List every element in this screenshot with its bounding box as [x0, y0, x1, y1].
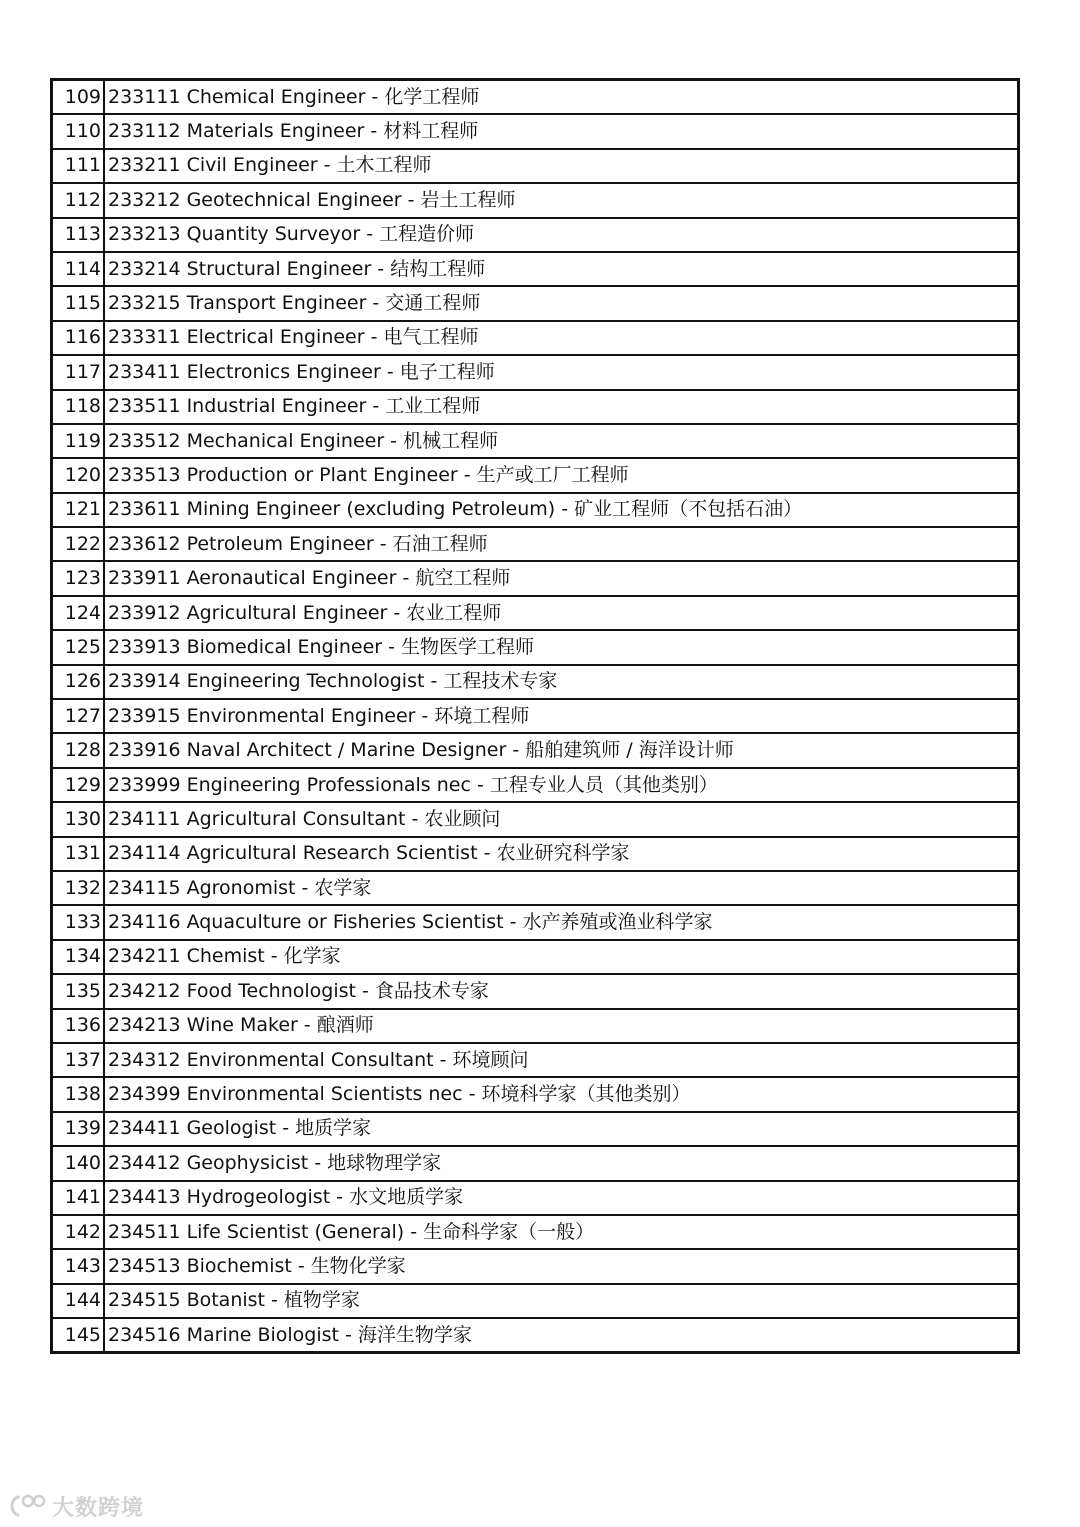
table-row: [52, 218, 1019, 252]
occupation-description: 233611 Mining Engineer (excluding Petroleum) - 矿业工程师（不包括石油）: [104, 493, 1019, 527]
table-row: [52, 1284, 1019, 1318]
row-number: 109: [52, 80, 105, 115]
occupation-description: 233214 Structural Engineer - 结构工程师: [104, 252, 1019, 286]
table-row: [52, 905, 1019, 939]
row-number: 136: [52, 1009, 105, 1043]
row-number: 137: [52, 1043, 105, 1077]
row-number: 121: [52, 493, 105, 527]
table-row: [52, 458, 1019, 492]
occupation-description: 234516 Marine Biologist - 海洋生物学家: [104, 1318, 1019, 1353]
table-row: [52, 527, 1019, 561]
occupation-description: 234211 Chemist - 化学家: [104, 940, 1019, 974]
occupation-description: 233912 Agricultural Engineer - 农业工程师: [104, 596, 1019, 630]
table-row: [52, 1249, 1019, 1283]
row-number: 127: [52, 699, 105, 733]
table-row: [52, 424, 1019, 458]
occupation-description: 234114 Agricultural Research Scientist - 农业研究科学家: [104, 837, 1019, 871]
table-row: [52, 768, 1019, 802]
table-row: [52, 114, 1019, 148]
occupation-table: [50, 78, 1020, 1354]
row-number: 122: [52, 527, 105, 561]
table-row: [52, 561, 1019, 595]
occupation-description: 233213 Quantity Surveyor - 工程造价师: [104, 218, 1019, 252]
row-number: 145: [52, 1318, 105, 1353]
table-row: [52, 1215, 1019, 1249]
occupation-description: 233512 Mechanical Engineer - 机械工程师: [104, 424, 1019, 458]
row-number: 132: [52, 871, 105, 905]
table-row: [52, 149, 1019, 183]
table-row: [52, 1009, 1019, 1043]
table-row: [52, 355, 1019, 389]
row-number: 135: [52, 974, 105, 1008]
row-number: 115: [52, 286, 105, 320]
table-row: [52, 665, 1019, 699]
row-number: 124: [52, 596, 105, 630]
table-row: [52, 733, 1019, 767]
occupation-description: 233511 Industrial Engineer - 工业工程师: [104, 390, 1019, 424]
table-row: [52, 1077, 1019, 1111]
row-number: 134: [52, 940, 105, 974]
occupation-description: 233916 Naval Architect / Marine Designer - 船舶建筑师 / 海洋设计师: [104, 733, 1019, 767]
row-number: 144: [52, 1284, 105, 1318]
table-row: [52, 252, 1019, 286]
row-number: 119: [52, 424, 105, 458]
row-number: 114: [52, 252, 105, 286]
row-number: 117: [52, 355, 105, 389]
occupation-description: 234412 Geophysicist - 地球物理学家: [104, 1146, 1019, 1180]
row-number: 111: [52, 149, 105, 183]
logo-icon: [8, 1491, 48, 1521]
table-row: [52, 80, 1019, 115]
table-row: [52, 321, 1019, 355]
table-row: [52, 390, 1019, 424]
row-number: 130: [52, 802, 105, 836]
row-number: 133: [52, 905, 105, 939]
occupation-description: 234115 Agronomist - 农学家: [104, 871, 1019, 905]
table-row: [52, 1043, 1019, 1077]
occupation-description: 234212 Food Technologist - 食品技术专家: [104, 974, 1019, 1008]
row-number: 116: [52, 321, 105, 355]
occupation-description: 234411 Geologist - 地质学家: [104, 1112, 1019, 1146]
table-row: [52, 802, 1019, 836]
row-number: 140: [52, 1146, 105, 1180]
row-number: 113: [52, 218, 105, 252]
occupation-description: 234413 Hydrogeologist - 水文地质学家: [104, 1181, 1019, 1215]
row-number: 131: [52, 837, 105, 871]
row-number: 120: [52, 458, 105, 492]
occupation-description: 234513 Biochemist - 生物化学家: [104, 1249, 1019, 1283]
row-number: 129: [52, 768, 105, 802]
occupation-description: 234213 Wine Maker - 酿酒师: [104, 1009, 1019, 1043]
occupation-description: 233914 Engineering Technologist - 工程技术专家: [104, 665, 1019, 699]
table-row: [52, 630, 1019, 664]
occupation-description: 233111 Chemical Engineer - 化学工程师: [104, 80, 1019, 115]
row-number: 118: [52, 390, 105, 424]
occupation-description: 233215 Transport Engineer - 交通工程师: [104, 286, 1019, 320]
table-row: [52, 183, 1019, 217]
occupation-description: 233999 Engineering Professionals nec - 工程专业人员（其他类别）: [104, 768, 1019, 802]
table-row: [52, 286, 1019, 320]
table-body: [52, 80, 1019, 1353]
row-number: 142: [52, 1215, 105, 1249]
row-number: 110: [52, 114, 105, 148]
table-row: [52, 1181, 1019, 1215]
row-number: 138: [52, 1077, 105, 1111]
occupation-description: 234511 Life Scientist (General) - 生命科学家（一般）: [104, 1215, 1019, 1249]
occupation-description: 233911 Aeronautical Engineer - 航空工程师: [104, 561, 1019, 595]
row-number: 126: [52, 665, 105, 699]
row-number: 128: [52, 733, 105, 767]
occupation-description: 234116 Aquaculture or Fisheries Scientist - 水产养殖或渔业科学家: [104, 905, 1019, 939]
table-row: [52, 1146, 1019, 1180]
table-row: [52, 493, 1019, 527]
table-row: [52, 1112, 1019, 1146]
table-row: [52, 1318, 1019, 1353]
occupation-description: 233112 Materials Engineer - 材料工程师: [104, 114, 1019, 148]
table-row: [52, 837, 1019, 871]
occupation-description: 233212 Geotechnical Engineer - 岩土工程师: [104, 183, 1019, 217]
occupation-description: 233915 Environmental Engineer - 环境工程师: [104, 699, 1019, 733]
row-number: 139: [52, 1112, 105, 1146]
occupation-description: 233612 Petroleum Engineer - 石油工程师: [104, 527, 1019, 561]
table-row: [52, 940, 1019, 974]
row-number: 143: [52, 1249, 105, 1283]
table-row: [52, 596, 1019, 630]
row-number: 112: [52, 183, 105, 217]
table-row: [52, 974, 1019, 1008]
occupation-description: 234515 Botanist - 植物学家: [104, 1284, 1019, 1318]
watermark-text: 大数跨境: [52, 1495, 145, 1521]
occupation-description: 233513 Production or Plant Engineer - 生产或工厂工程师: [104, 458, 1019, 492]
row-number: 123: [52, 561, 105, 595]
occupation-description: 233913 Biomedical Engineer - 生物医学工程师: [104, 630, 1019, 664]
row-number: 141: [52, 1181, 105, 1215]
occupation-description: 234399 Environmental Scientists nec - 环境科学家（其他类别）: [104, 1077, 1019, 1111]
occupation-description: 234312 Environmental Consultant - 环境顾问: [104, 1043, 1019, 1077]
row-number: 125: [52, 630, 105, 664]
occupation-description: 233211 Civil Engineer - 土木工程师: [104, 149, 1019, 183]
table-row: [52, 699, 1019, 733]
occupation-description: 233411 Electronics Engineer - 电子工程师: [104, 355, 1019, 389]
table-row: [52, 871, 1019, 905]
occupation-description: 233311 Electrical Engineer - 电气工程师: [104, 321, 1019, 355]
occupation-description: 234111 Agricultural Consultant - 农业顾问: [104, 802, 1019, 836]
watermark: [8, 1490, 144, 1522]
